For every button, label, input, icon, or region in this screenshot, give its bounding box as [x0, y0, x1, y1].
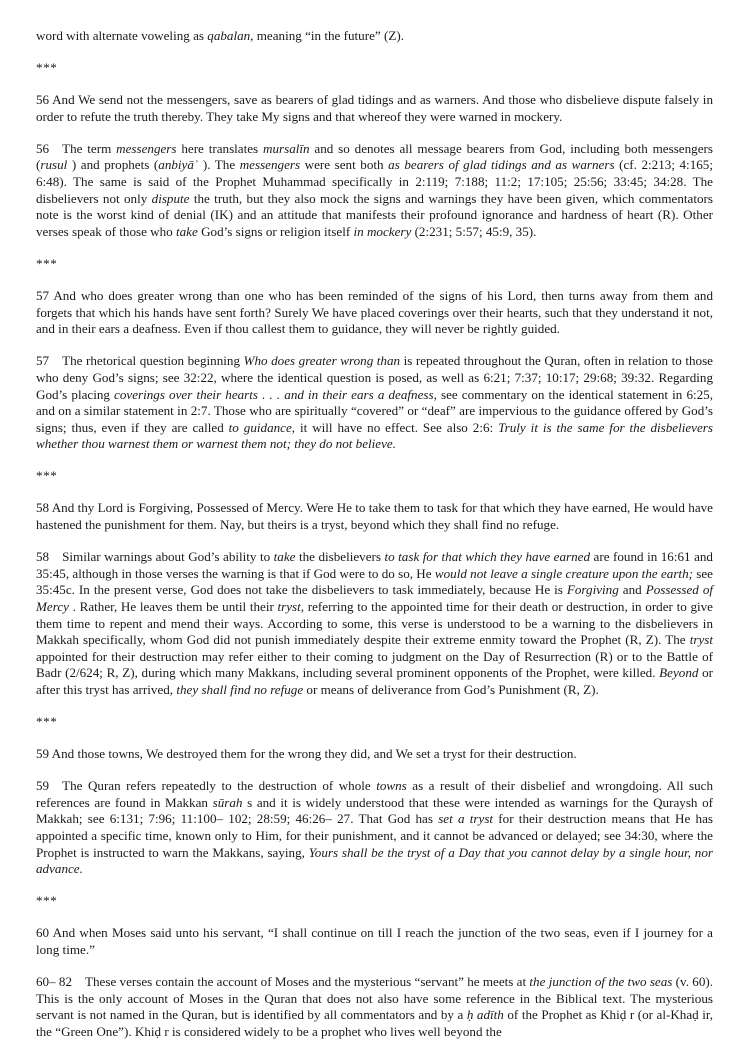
- emphasis-text: would not leave a single creature upon the earth;: [434, 565, 693, 581]
- emphasis-text: take: [273, 549, 296, 565]
- emphasis-text: as bearers of glad tidings and as warners: [388, 157, 615, 173]
- emphasis-text: tryst,: [277, 598, 305, 614]
- commentary-58: 58 Similar warnings about God’s ability to take the disbelievers to task for that which they have earned are found in 16:61 and 35:45, although in those verses the warning is that if God were to do so, He would not leave a single creature upon the earth; see 35:45c. In the present verse, God does not take the disbelievers to task immediately, because He is Forgiving and Possessed of Mercy . Rather, He leaves them be until their tryst, referring to the appointed time for their death or destruction, in order to give them time to repent and mend their ways. According to some, this verse is understood to be a warning to the disbelievers in Makkah specifically, whom God did not punish immediately despite their extreme enmity toward the Prophet (R, Z). The tryst appointed for their destruction may refer either to their coming to judgment on the Day of Resurrection (R) or to the Battle of Badr (2/624; R, Z), during which many Makkans, including several prominent opponents of the Prophet, were killed. Beyond or after this tryst has arrived, they shall find no refuge or means of deliverance from God’s Punishment (R, Z).: [36, 549, 714, 697]
- verse-57: 57 And who does greater wrong than one who has been reminded of the signs of his Lord, then turns away from them and forgets that which his hands have sent forth? Surely We have placed coverings over their hearts, such that they understand it not, and in their ears a deafness. Even if thou callest them to guidance, they will never be rightly guided.: [36, 288, 713, 337]
- emphasis-text: to task for that which they have earned: [384, 549, 591, 565]
- emphasis-text: to guidance,: [228, 419, 296, 435]
- emphasis-text: tryst: [689, 632, 713, 648]
- verse-58: 58 And thy Lord is Forgiving, Possessed of Mercy. Were He to take them to task for that which they have earned, He would have hastened the punishment for them. Nay, but theirs is a tryst, beyond which they shall find no refuge.: [36, 500, 713, 533]
- emphasis-text: ḥ adīth: [466, 1007, 504, 1023]
- page-text-column: [36, 28, 713, 1040]
- commentary-57: 57 The rhetorical question beginning Who does greater wrong than is repeated throughout the Quran, often in relation to those who deny God’s signs; see 32:22, where the identical question is posed, as well as 6:21; 7:37; 10:17; 29:68; 39:32. Regarding God’s placing coverings over their hearts . . . and in their ears a deafness, see commentary on the identical statement in 6:25, and on a similar statement in 2:7. Those who are spiritually “covered” or “deaf” are impervious to the guidance offered by God’s signs; thus, even if they are called to guidance, it will have no effect. See also 2:6: Truly it is the same for the disbelievers whether thou warnest them or warnest them not; they do not believe.: [36, 353, 713, 452]
- emphasis-text: the junction of the two seas: [529, 974, 673, 990]
- emphasis-text: Beyond: [659, 665, 699, 681]
- emphasis-text: towns: [376, 778, 407, 794]
- verse-56: 56 And We send not the messengers, save as bearers of glad tidings and as warners. And those who disbelieve dispute falsely in order to refute the truth thereby. They take My signs and that whereof they were warned in mockery.: [36, 92, 713, 124]
- section-separator-5: ***: [36, 893, 58, 909]
- commentary-56: 56 The term messengers here translates mursalīn and so denotes all message bearers from God, including both messengers (rusul ) and prophets (anbiyāʾ ). The messengers were sent both as bearers of glad tidings and as warners (cf. 2:213; 4:165; 6:48). The same is said of the Prophet Muhammad specifically in 2:119; 7:188; 11:2; 17:105; 25:56; 33:45; 34:28. The disbelievers not only dispute the truth, but they also mock the signs and warnings they have been given, which commentators note is the worst kind of denial (IK) and an attitude that manifests their profound ignorance and hardness of heart (R). Other verses speak of those who take God’s signs or religion itself in mockery (2:231; 5:57; 45:9, 35).: [36, 140, 713, 239]
- section-separator-3: ***: [36, 468, 58, 484]
- emphasis-text: set a tryst: [438, 811, 494, 827]
- section-separator-1: ***: [36, 60, 58, 76]
- emphasis-text: Truly it is the same for the disbelievers whether thou warnest them or warnest them not; they do not believe.: [36, 419, 713, 452]
- commentary-59: 59 The Quran refers repeatedly to the destruction of whole towns as a result of their disbelief and wrongdoing. All such references are found in Makkan sūrah s and it is widely understood that these were intended as warnings for the Quraysh of Makkah; see 6:131; 7:96; 11:100– 102; 28:59; 46:26– 27. That God has set a tryst for their destruction means that He has appointed a specific time, known only to Him, for their punishment, and it cannot be advanced or delayed; see 34:30, where the Prophet is instructed to warn the Makkans, saying, Yours shall be the tryst of a Day that you cannot delay by a single hour, nor advance.: [36, 778, 714, 877]
- emphasis-text: Forgiving: [566, 582, 619, 598]
- emphasis-text: messengers: [239, 157, 301, 173]
- emphasis-text: rusul: [40, 157, 68, 173]
- emphasis-text: Who does greater wrong than: [243, 353, 401, 369]
- emphasis-text: sūrah: [212, 794, 243, 810]
- emphasis-text: coverings over their hearts . . . and in their ears a deafness,: [114, 386, 437, 402]
- emphasis-text: they shall find no refuge: [176, 681, 304, 697]
- emphasis-text: messengers: [116, 140, 177, 156]
- verse-59: 59 And those towns, We destroyed them for the wrong they did, and We set a tryst for their destruction.: [36, 746, 577, 762]
- paragraph-qabalan-continued: word with alternate voweling as qabalan, meaning “in the future” (Z).: [36, 28, 404, 43]
- emphasis-text: mursalīn: [263, 140, 310, 156]
- emphasis-text: take: [176, 223, 198, 239]
- emphasis-text: Yours shall be the tryst of a Day that you cannot delay by a single hour, nor advance.: [36, 844, 713, 877]
- emphasis-text: Possessed of Mercy: [36, 582, 714, 614]
- emphasis-text: in mockery: [353, 223, 412, 239]
- verse-60: 60 And when Moses said unto his servant, “I shall continue on till I reach the junction of the two seas, even if I journey for a long time.”: [36, 925, 713, 957]
- section-separator-2: ***: [36, 255, 58, 271]
- commentary-60-82: 60– 82 These verses contain the account of Moses and the mysterious “servant” he meets at the junction of the two seas (v. 60). This is the only account of Moses in the Quran that does not also have some reference in the Biblical text. The mysterious servant is not named in the Quran, but is identified by all commentators and by a ḥ adīth of the Prophet as Khiḍ r (or al-Khaḍ ir, the “Green One”). Khiḍ r is considered widely to be a prophet who lives well beyond the: [36, 974, 714, 1039]
- section-separator-4: ***: [36, 714, 58, 729]
- emphasis-text: qabalan,: [207, 28, 254, 43]
- emphasis-text: anbiyāʾ: [158, 157, 199, 173]
- emphasis-text: dispute: [151, 190, 190, 206]
